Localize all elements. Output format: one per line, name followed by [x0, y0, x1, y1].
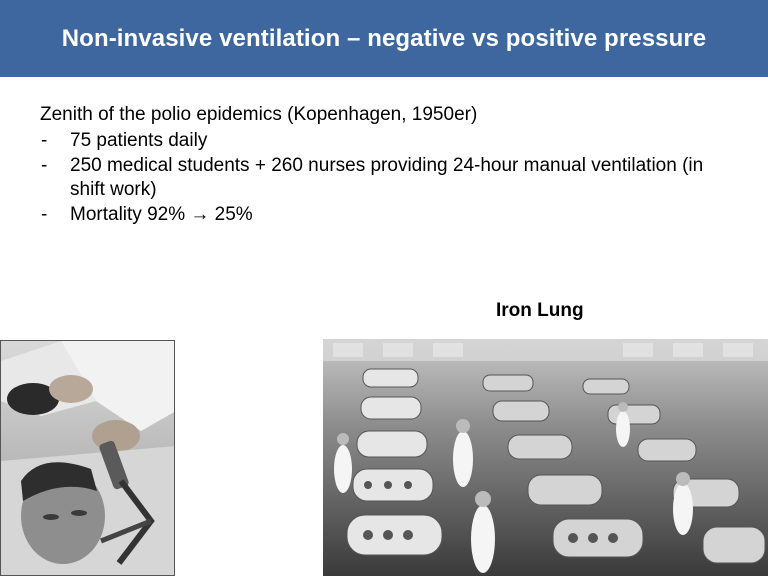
- manual-ventilation-image: [1, 341, 175, 576]
- bullet-text: 75 patients daily: [70, 130, 208, 151]
- bullet-marker: -: [41, 130, 48, 151]
- bullet-marker: -: [41, 155, 48, 176]
- iron-lung-ward-image: [323, 339, 768, 576]
- bullet-text: 250 medical students + 260 nurses providing 24-hour manual ventilation (in shift work): [70, 155, 704, 200]
- bullet-item: [40, 154, 740, 202]
- iron-lung-ward-photo: [323, 339, 768, 576]
- intro-line: Zenith of the polio epidemics (Kopenhagen, 1950er): [40, 104, 478, 125]
- slide-body: [40, 103, 740, 228]
- slide-title: Non-invasive ventilation – negative vs positive pressure: [61, 24, 707, 52]
- bullet-list: [40, 129, 740, 227]
- image-caption: Iron Lung: [496, 300, 584, 321]
- manual-ventilation-photo: [0, 340, 175, 576]
- bullet-item: [40, 203, 740, 227]
- title-bar: [0, 0, 768, 77]
- bullet-marker: -: [41, 204, 48, 225]
- bullet-text: Mortality 92% → 25%: [70, 204, 253, 225]
- bullet-item: [40, 129, 740, 153]
